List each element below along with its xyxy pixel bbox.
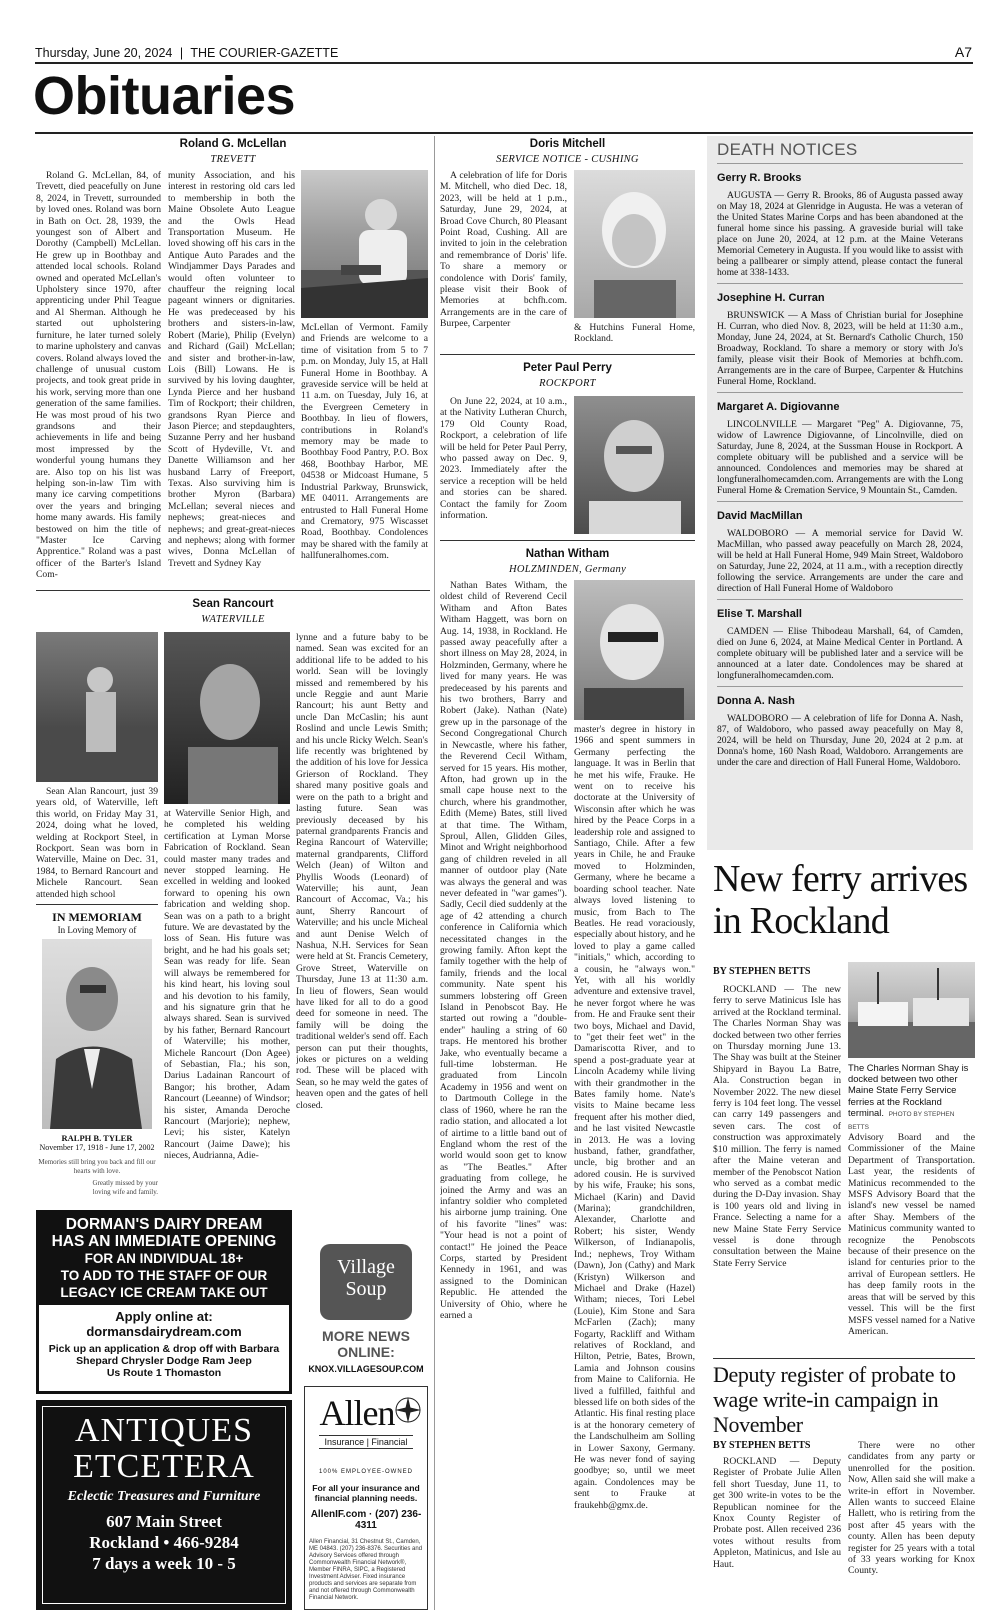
memoriam-name: RALPH B. TYLER (61, 1133, 133, 1143)
in-memoriam-box (36, 904, 158, 1206)
ad-url[interactable]: KNOX.VILLAGESOUP.COM (308, 1364, 424, 1374)
obit-witham-town: HOLZMINDEN, Germany (508, 564, 627, 575)
ad-line: MORE NEWS (322, 1328, 410, 1344)
portrait-image (42, 939, 152, 1129)
ad-line: Apply online at: (115, 1309, 213, 1324)
ad-line: For all your insurance and financial planning needs. (312, 1483, 420, 1503)
death-notices-box (707, 136, 973, 850)
obit-mclellan-col2: munity Association, and his interest in restoring old cars led to membership in both the Maine Obsolete Auto League and the Owls Head Transportation Museum. He loved showing off his cars in the Antique Auto Parades and the Windjammer Days Parades and would often volunteer to chauffeur the reigning local pageant winners or dignitaries. He was predeceased by his brothers and sisters-in-law, Robert (Marie), Philip (Evelyn) and Richard (Gail) McLellan; and sister and brother-in-law, Lois (Bill) Lowans. He is survived by his loving daughter, Lynda Pierce and her husband Tim of Rockport; their children, grandsons Ryan Pierce and Jason Pierce; and stepdaughters, Suzanne Perry and her husband Scott of Hydeville, Vt. and Danette Williamson and her husband Larry of Freeport, Texas. Also surviving him is brother Myron (Barbara) McLellan; several nieces and nephews; great-nieces and nephews; and great-great-nieces and nephews; along with former wives, Donna McLellan of Trevett and Sydney Kay (168, 170, 295, 569)
obit-mclellan-name: Roland G. McLellan (179, 138, 287, 150)
ferry-photo-caption (848, 1062, 975, 1133)
ad-antiques-etcetera[interactable] (36, 1400, 292, 1610)
death-notice-digiovanne: Margaret A. Digiovanne LINCOLNVILLE — Margaret "Peg" A. Digiovanne, 75, widow of Lawrence Digiovanne, of Lincolnville, died on Saturday, June 8, 2024, at the Sussman House in Rockport. A complete obituary will be published and a service will be announced. Condolences and memories may be shared at longfuneralhomecamden.com. Arrangements are with the Long Funeral Home & Cremation Service, 9 Mountain St., Camden. (717, 392, 963, 496)
notice-name: Gerry R. Brooks (717, 172, 802, 184)
ad-line: Us Route 1 Thomaston (106, 1367, 222, 1379)
ad-line: Eclectic Treasures and Furniture (67, 1489, 261, 1504)
issue-date: Thursday, June 20, 2024 (35, 46, 173, 60)
portrait-image (574, 170, 695, 318)
allen-sub2: Financial (371, 1437, 408, 1447)
ad-dormans-dairy-dream[interactable] (36, 1210, 292, 1394)
obit-perry-name: Peter Paul Perry (523, 362, 612, 374)
notice-name: Josephine H. Curran (717, 292, 825, 304)
photo-ferry (848, 962, 975, 1058)
notice-name: Margaret A. Digiovanne (717, 401, 840, 413)
ad-fine-print: Allen Financial, 31 Chestnut St., Camden, ME 04843. (207) 236-8376. Securities and Advisory Services offered through Commonwealth Financial Network®, Member FINRA, SIPC, a Registered Investment Adviser. Fixed insurance products and services are separate from and not offered through Commonwealth Financial Network. (309, 1539, 423, 1601)
notice-name: David MacMillan (717, 510, 803, 522)
ferry-col1: ROCKLAND — The new ferry to serve Matinicus Isle has arrived at the Rockland terminal. The Charles Norman Shay was docked between two other ferries on Thursday morning June 13. The Shay was built at the Steiner Shipyard in Bayou La Batre, Ala. Construction began in November 2022. The new diesel ferry is 104 feet long. The vessel can carry 149 passengers and seven cars. The cost of construction was approximately $10 million. The ferry is named after the Maine veteran and member of the Penobscot Nation who served as a combat medic during the D-Day invasion. Shay is 100 years old and living in France. Selecting a name for a new Maine State Ferry Service vessel is done through consultation between the Maine State Ferry Service (713, 984, 841, 1269)
memoriam-subtitle: In Loving Memory of (57, 925, 137, 935)
obit-mclellan-col1: Roland G. McLellan, 84, of Trevett, died peacefully on June 8, 2024, in Trevett, surrounded by loved ones. Roland was born in Bath on Oct. 28, 1939, the youngest son of Albert and Dorothy (Campbell) McLellan. He grew up in Boothbay and attended local schools. Roland owned and operated McLellan's Upholstery since 1970, after apprenticing under Phil Teague and Al Sherman. Although he started out upholstering furniture, he later turned solely to marine upholstery and canvas covers. Roland always loved the challenge of unusual custom projects, and took great pride in his work, serving more than one generation of the same families. He was most proud of his two grandsons and their achievements in life and being most impressed by the wonderful young humans they are. Also top on his list was helping son-in-law Tim with many ice carving competitions over the years and bringing home many awards. His family bestowed on him the title of "Master Ice Carving Apprentice." Roland was a past officer of the Barter's Island Com- (36, 170, 161, 581)
ad-allen-insurance[interactable] (304, 1386, 428, 1610)
compass-rose-icon (393, 1395, 423, 1425)
photo-nathan-witham (574, 580, 695, 720)
page-number: A7 (954, 44, 972, 60)
ad-line: TO ADD TO THE STAFF OF OUR (60, 1268, 268, 1283)
memoriam-line1: Memories still bring you back and fill our hearts with love. (38, 1158, 156, 1175)
obit-mclellan-col3: McLellan of Vermont. Family and Friends are welcome to a time of visitation from 5 to 7 p.m. on Monday, July 15, at Hall Funeral Home in Boothbay. A graveside service will be held at 11 a.m. on Tuesday, July 16, at the Evergreen Cemetery in Boothbay. In lieu of flowers, contributions in Roland's memory may be made to Boothbay Food Pantry, P.O. Box 468, Boothbay Harbor, ME 04538 or Midcoast Humane, 5 Industrial Parkway, Brunswick, ME 04011. Arrangements are entrusted to Hall Funeral Home and Crematory, 975 Wiscasset Road, Boothbay. Condolences may be shared with the family at hallfuneralhomes.com. (301, 322, 428, 562)
obit-rancourt-col1: Sean Alan Rancourt, just 39 years old, of Waterville, left this world, on Friday May 31, 2024, doing what he loved, welding at Rockport Steel, in Rockport. Sean was born in Waterville, Maine on Dec. 31, 1984, to Bernard Rancourt and Michele Rancourt. Sean attended high school (36, 786, 158, 898)
probate-col2: There were no other candidates from any party or unenrolled for the position. Now, Allen said she will make a write-in effort in November. Allen wants to succeed Elaine Hallett, who is retiring from the post after 45 years with the county. Allen has been deputy register for 25 years with a total of 33 years working for Knox County. (848, 1440, 975, 1577)
allen-owned: 100% EMPLOYEE-OWNED (318, 1469, 414, 1475)
obit-witham-col2: master's degree in history in 1966 and spent summers in Germany perfecting the language. It was in Berlin that he met his wife, Frauke. He went on to receive his doctorate at the University of Wisconsin after which he was hired by the Peace Corps in a leadership role and assigned to Santiago, Chile. After a few years in Chile, he and Frauke moved to Holzminden, Germany, where he became a boarding school teacher. Nate always loved listening to music, from Bach to The Beatles. He read voraciously, especially about history, and he loved to play a game called "initials," which, according to a cousin, he "always won." Yet, with all his worldly adventure and extensive travel, he never forgot where he was from. He and Frauke sent their two boys, Michael and David, to "get their feet wet" in the Damariscotta River, and to spend a post-graduate year at Lincoln Academy while living with their grandmother in the Bates family home. Nate's visits to Maine became less frequent after his mother died, and he last visited Newcastle in 2013. He was a loving husband, father, grandfather, uncle, big brother and an adored cousin. He is survived by his wife, Frauke; his sons, Michael (Karin) and David (Marina); grandchildren, Alexander, Charlotte and Robert; his sister, Wendy Wilkerson, of Indianapolis, Ind.; nephews, Troy Witham (Dawn), Jon (Cathy) and Mark (Kristyn) Wilkerson and Michael and Drake (Hazel) Witham; nieces, Tori Lebel (Louie), Kim Stone and Sara McFarlen (Zach); many Fogarty, Rackliff and Witham relatives of Rockland, and Hilton, Petrie, Bates, Brown, Lamia and Johnson cousins from Maine to California. He lived a fulfilled, faithful and blessed life on both sides of the Atlantic. His final resting place is at the honorary cemetery of the Landschulheim am Solling in Lower Saxony, Germany. He was never fond of saying goodbye; so, until we meet again. Condolences may be sent to Frauke at fraukehb@gmx.de. (574, 724, 695, 1511)
memoriam-dates: November 17, 1918 - June 17, 2002 (39, 1143, 155, 1152)
man-by-water-image (36, 632, 158, 782)
allen-logo: Allen Insurance | Financial (305, 1393, 427, 1467)
caption-text: The Charles Norman Shay is docked between two other Maine State Ferry Service ferries at the Rockland terminal. (848, 1062, 969, 1118)
obit-mitchell-name: Doris Mitchell (529, 138, 606, 150)
photo-peter-perry (574, 396, 695, 534)
paper-name: THE COURIER-GAZETTE (190, 46, 339, 60)
obit-mitchell-col1: A celebration of life for Doris M. Mitchell, who died Dec. 18, 2023, will be held at 1 p.m., Saturday, June 29, 2024, at Broad Cove Church, 80 Pleasant Point Road, Cushing. All are invited to join in the celebration and remembrance of Doris' life. To share a memory or condolence with Doris' family, please visit their Book of Memories at bchfh.com. Arrangements are in the care of Burpee, Carpenter (440, 170, 567, 330)
ad-line: Rockland • 466-9284 (89, 1533, 239, 1552)
allen-sub1: Insurance (324, 1437, 365, 1447)
death-notice-brooks: Gerry R. Brooks AUGUSTA — Gerry R. Brooks, 86 of Augusta passed away on May 18, 2024 at Glenridge in Augusta. He was a veteran of the United States Marine Corps and has been abandoned at the funeral home since his passing. A graveside burial will take place on June 20, 2024, at 12 p.m. at the Maine Veterans Memorial Cemetery in Augusta. If you would like to assist with being a pallbearer or simply attend, please contact the funeral home at 338-1433. (717, 172, 963, 278)
ferries-at-dock-image (848, 962, 975, 1058)
ad-line: 7 days a week 10 - 5 (92, 1554, 236, 1573)
probate-col1: ROCKLAND — Deputy Register of Probate Julie Allen fell short Tuesday, June 11, to get 300 write-in votes to be the Republican nominee for the Knox County Register of Probate post. Allen received 236 votes without results from Appleton, Matinicus, and Isle au Haut. (713, 1456, 841, 1570)
obit-witham-col1: Nathan Bates Witham, the oldest child of Reverend Cecil Witham and Afton Bates Witham Haggett, was born on Aug. 14, 1938, in Rockland. He passed away peacefully after a short illness on May 28, 2024, in Holzminden, Germany, where he lived for many years. He was predeceased by his parents and his two brothers, Barry and Robert (Jake). Nathan (Nate) grew up in the parsonage of the Second Congregational Church in Newcastle, where his father, the Reverend Cecil Witham, served for 15 years. His mother, Afton, had grown up in the small cape house next to the church, where his grandmother, Edith (Meme) Bates, still lived at that time. The Witham, Sproul, Allen, Glidden Giles, Minot and Wright neighborhood gang of children reveled in all manner of outdoor play (Nate was always the general and was never defeated in "war games"). Sadly, Cecil died suddenly at the age of 42 attending a church conference in California which necessitated changes in the growing family. Afton kept the family together with the help of family, friends and the local community. Nate spent his summers lobstering off Green Island in Penobscot Bay. He started out rowing a "double-ender" hauling a string of 60 traps. He mentored his brother Jake, who eventually became a full-time lobsterman. He graduated from Lincoln Academy in 1956 and went on to Dartmouth College in the class of 1960, where he ran the radio station, and allocated a lot of airtime to a little band out of England whom the rest of the world would soon get to know as "The Beatles." After graduating from college, he joined the Army and was an infantry soldier who completed his airborne jump training. One of his favorite "lines" was: "Your head is not a point of contact!" He joined the Peace Corps, started by President Kennedy in 1961, and was assigned to the Dominican Republic. He attended the University of Ohio, where he earned a (440, 580, 567, 1321)
obit-mclellan-town: TREVETT (210, 154, 256, 165)
memoriam-line2: Greatly missed by your loving wife and family. (92, 1179, 158, 1196)
village-soup-logo: Village Soup (320, 1244, 412, 1320)
photo-credit: PHOTO BY STEPHEN BETTS (848, 1110, 955, 1132)
obit-perry-town: ROCKPORT (539, 378, 596, 389)
notice-name: Donna A. Nash (717, 695, 795, 707)
ferry-byline: BY STEPHEN BETTS (713, 966, 811, 977)
ad-line: ANTIQUES (75, 1412, 253, 1449)
death-notices-title: DEATH NOTICES (717, 140, 963, 164)
ad-village-soup[interactable] (304, 1244, 428, 1376)
obit-rancourt-col2: at Waterville Senior High, and he completed his welding certification at Lyman Morse Fabrication of Rockland. Sean could master many trades and never stopped learning. He excelled in welding and looked forward to opening his own fabrication and welding shop. Sean was on a path to a bright future. We are devastated by the loss of Sean. His future was bright, and he had his goals set; Sean was ready for life. Sean will always be remembered for his kind heart, his loving soul and his devotion to his family, and his signature grin that he always shared. Sean is survived by his father, Bernard Rancourt of Waterville; his mother, Michele Rancourt (Don Agee) of Sebastian, Fla.; his son, Darius Ladainan Rancourt of Bangor; his brother, Adam Rancourt (Leeanne) of Windsor; his sister, Amanda Deroche Rancourt (Marjorie); nephew, Levi; his sister, Katelyn Rancourt (Jaime Dawe); his nieces, Audrianna, Adie- (164, 808, 290, 1162)
ad-line: ONLINE: (337, 1344, 395, 1360)
ad-line: ETCETERA (73, 1448, 255, 1485)
death-notice-nash: Donna A. Nash WALDOBORO — A celebration of life for Donna A. Nash, 87, of Waldoboro, who passed away peacefully on May 8, 2024, will be held on Thursday, June 20, 2024 at 2 p.m. at Donna's home, 160 Nash Road, Waldoboro. Arrangements are under the care and direction of Hall Funeral Home, Waldoboro. (717, 686, 963, 768)
death-notice-marshall: Elise T. Marshall CAMDEN — Elise Thibodeau Marshall, 64, of Camden, died on June 6, 2024, at Maine Medical Center in Portland. A complete obituary will be published later and a service will be announced at a later date. Condolences may be shared at longfuneralhomecamden.com. (717, 599, 963, 681)
obit-mitchell-col2: & Hutchins Funeral Home, Rockland. (574, 322, 695, 345)
obit-rancourt-col3: lynne and a future baby to be named. Sean was excited for an additional life to be added to his world. Sean will be lovingly missed and remembered by his uncle Reggie and aunt Marie Rancourt; his aunt Betty and uncle Dan McCaslin; his aunt Roslind and uncle Lewis Smith; and his uncle Ricky Welch. Sean's life recently was brightened by the addition of his love for Jessica Grierson of Rockland. They shared many positive goals and were on the path to a bright and lasting future. Sean was previously deceased by his paternal grandparents Francis and Regina Rancourt of Waterville; maternal grandparents, Clifford Welch (Jean) of Wilton and Phyllis Woods (Leonard) of Waterville; his aunt, Jean Rancourt of Accomac, Va.; his aunt, Sherry Rancourt of Waterville; and his uncle Micheal and aunt Denise Welch of Nashua, N.H. Services for Sean were held at St. Francis Cemetery, Grove Street, Waterville on Thursday, June 13 at 11:30 a.m. In lieu of flowers, Sean would have liked for all to do a good deed for someone in need. The family will be doing the traditional welder's send off. Each person can put their thoughts, jokes or pictures on a welding rod. These will be placed with Sean, so he may weld the gates of heaven open and the gates of hell closed. (296, 632, 428, 1111)
photo-sean-rancourt-1 (36, 632, 158, 782)
probate-headline: Deputy register of probate to wage write-in campaign in November (713, 1362, 956, 1437)
memoriam-title: IN MEMORIAM (52, 910, 142, 924)
ferry-headline: New ferry arrives in Rockland (713, 858, 968, 942)
portrait-image (574, 580, 695, 720)
obit-witham-name: Nathan Witham (525, 548, 610, 560)
ad-line: 607 Main Street (106, 1512, 222, 1531)
ad-url[interactable]: AllenIF.com · (207) 236-4311 (310, 1509, 422, 1531)
section-title: Obituaries (33, 66, 296, 126)
ferry-col2: Advisory Board and the Commissioner of the Maine Department of Transportation. Last year, the residents of Matinicus recommended to the MSFS Advisory Board that the island's new vessel be named after Shay. Members of the Matinicus community wanted to recognize the Penobscots because of their presence on the island for centuries prior to the arrival of European settlers. He has deep family roots in the areas that will be served by this vessel. This will be the first MSFS vessel named for a Native American. (848, 1132, 975, 1337)
masthead-separator: | (179, 46, 184, 60)
probate-byline: BY STEPHEN BETTS (713, 1440, 811, 1451)
masthead (35, 46, 338, 60)
death-notice-curran: Josephine H. Curran BRUNSWICK — A Mass of Christian burial for Josephine H. Curran, who died Nov. 8, 2023, will be held at 11:30 a.m., Monday, June 24, 2024, at St. Bernard's Catholic Church, 150 Broadway, Rockland. To share a memory or story with Jo's family, please visit their Book of Memories at bchfh.com. Arrangements are in the care of Burpee, Carpenter & Hutchins Funeral Home, Rockland. (717, 283, 963, 387)
obit-rancourt-town: WATERVILLE (201, 614, 265, 625)
obit-perry-text: On June 22, 2024, at 10 a.m., at the Nativity Lutheran Church, 179 Old County Road, Rockport, a celebration of life will be held for Peter Paul Perry, who passed away on Dec. 9, 2023. Immediately after the service a reception will be held and stories can be shared. Contact the family for Zoom information. (440, 396, 567, 522)
photo-ralph-tyler (42, 939, 152, 1129)
ad-line: Pick up an application & drop off with Barbara (48, 1343, 280, 1355)
death-notice-macmillan: David MacMillan WALDOBORO — A memorial service for David W. MacMillan, who passed away peacefully on March 28, 2024, will be held at Hall Funeral Home, 949 Main Street, Waldoboro on Saturday, June 22, 2024, at 11 a.m., with a reception directly following the service. Arrangements are under the care and direction of Hall Funeral Home of Waldoboro (717, 501, 963, 594)
allen-logo-text: Allen (319, 1393, 395, 1433)
photo-sean-rancourt-2 (164, 632, 290, 804)
notice-name: Elise T. Marshall (717, 608, 802, 620)
ad-line: Shepard Chrysler Dodge Ram Jeep (76, 1355, 252, 1367)
ad-line: HAS AN IMMEDIATE OPENING (51, 1233, 277, 1250)
ad-url[interactable]: dormansdairydream.com (86, 1324, 242, 1339)
portrait-image (574, 396, 695, 534)
obit-mitchell-town: SERVICE NOTICE - CUSHING (496, 154, 639, 165)
ad-line: LEGACY ICE CREAM TAKE OUT (60, 1285, 268, 1300)
obit-rancourt-name: Sean Rancourt (192, 598, 274, 610)
man-in-boat-image (301, 170, 428, 318)
ad-line: FOR AN INDIVIDUAL 18+ (84, 1251, 244, 1266)
photo-roland-mclellan (301, 170, 428, 318)
photo-doris-mitchell (574, 170, 695, 318)
ad-line: DORMAN'S DAIRY DREAM (65, 1216, 263, 1233)
portrait-image (164, 632, 290, 804)
